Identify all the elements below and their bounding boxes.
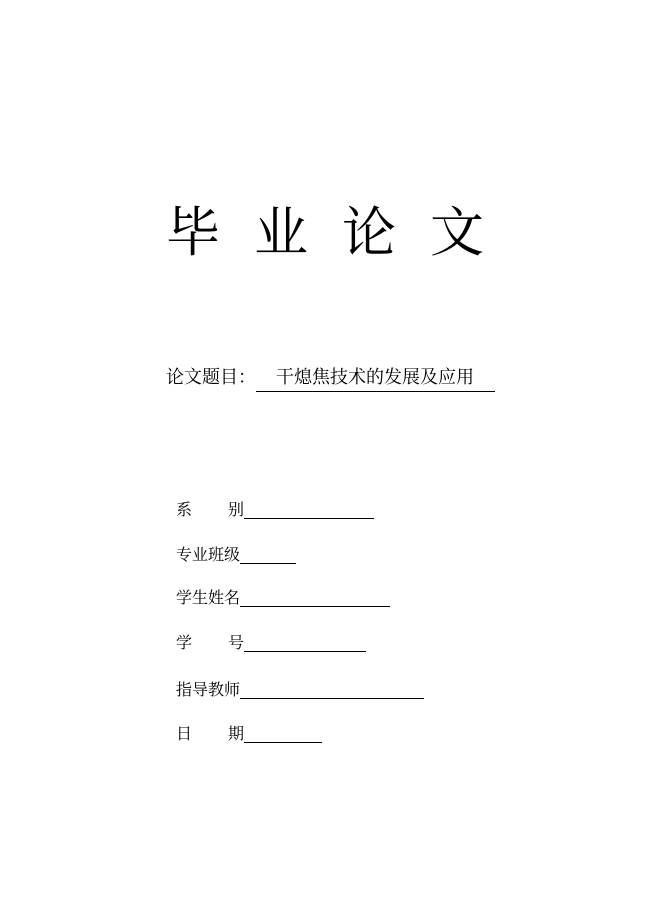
field-date — [176, 722, 322, 745]
field-date-label — [176, 723, 244, 745]
cover-title-char: 文 — [430, 201, 484, 264]
field-student-name-label: 学生姓名 — [176, 588, 241, 607]
field-student-id — [176, 631, 366, 654]
field-student-id-label — [176, 632, 244, 654]
field-advisor-blank[interactable] — [240, 678, 424, 699]
field-student-name-blank[interactable] — [240, 586, 390, 607]
cover-title-char: 业 — [254, 201, 308, 264]
field-major-class-label: 专业班级 — [176, 545, 241, 564]
cover-title — [0, 198, 650, 268]
field-major-class-blank[interactable] — [240, 543, 296, 564]
field-label-char: 系 — [176, 500, 193, 519]
field-advisor — [176, 678, 424, 701]
field-label-char: 别 — [227, 500, 244, 519]
field-advisor-label: 指导教师 — [176, 680, 241, 699]
field-student-id-blank[interactable] — [244, 631, 366, 652]
field-label-char: 期 — [227, 724, 244, 743]
field-department-blank[interactable] — [244, 498, 374, 519]
field-label-char: 学 — [176, 633, 193, 652]
thesis-title-row — [166, 362, 495, 392]
cover-title-char: 论 — [342, 201, 396, 264]
thesis-title-value: 干熄焦技术的发展及应用 — [256, 365, 495, 392]
field-department — [176, 498, 374, 521]
field-department-label — [176, 499, 244, 521]
field-label-char: 号 — [227, 633, 244, 652]
field-label-char: 日 — [176, 724, 193, 743]
thesis-title-label: 论文题目： — [166, 367, 256, 388]
cover-title-char: 毕 — [166, 201, 220, 264]
field-date-blank[interactable] — [244, 722, 322, 743]
field-major-class — [176, 543, 296, 566]
field-student-name — [176, 586, 390, 609]
